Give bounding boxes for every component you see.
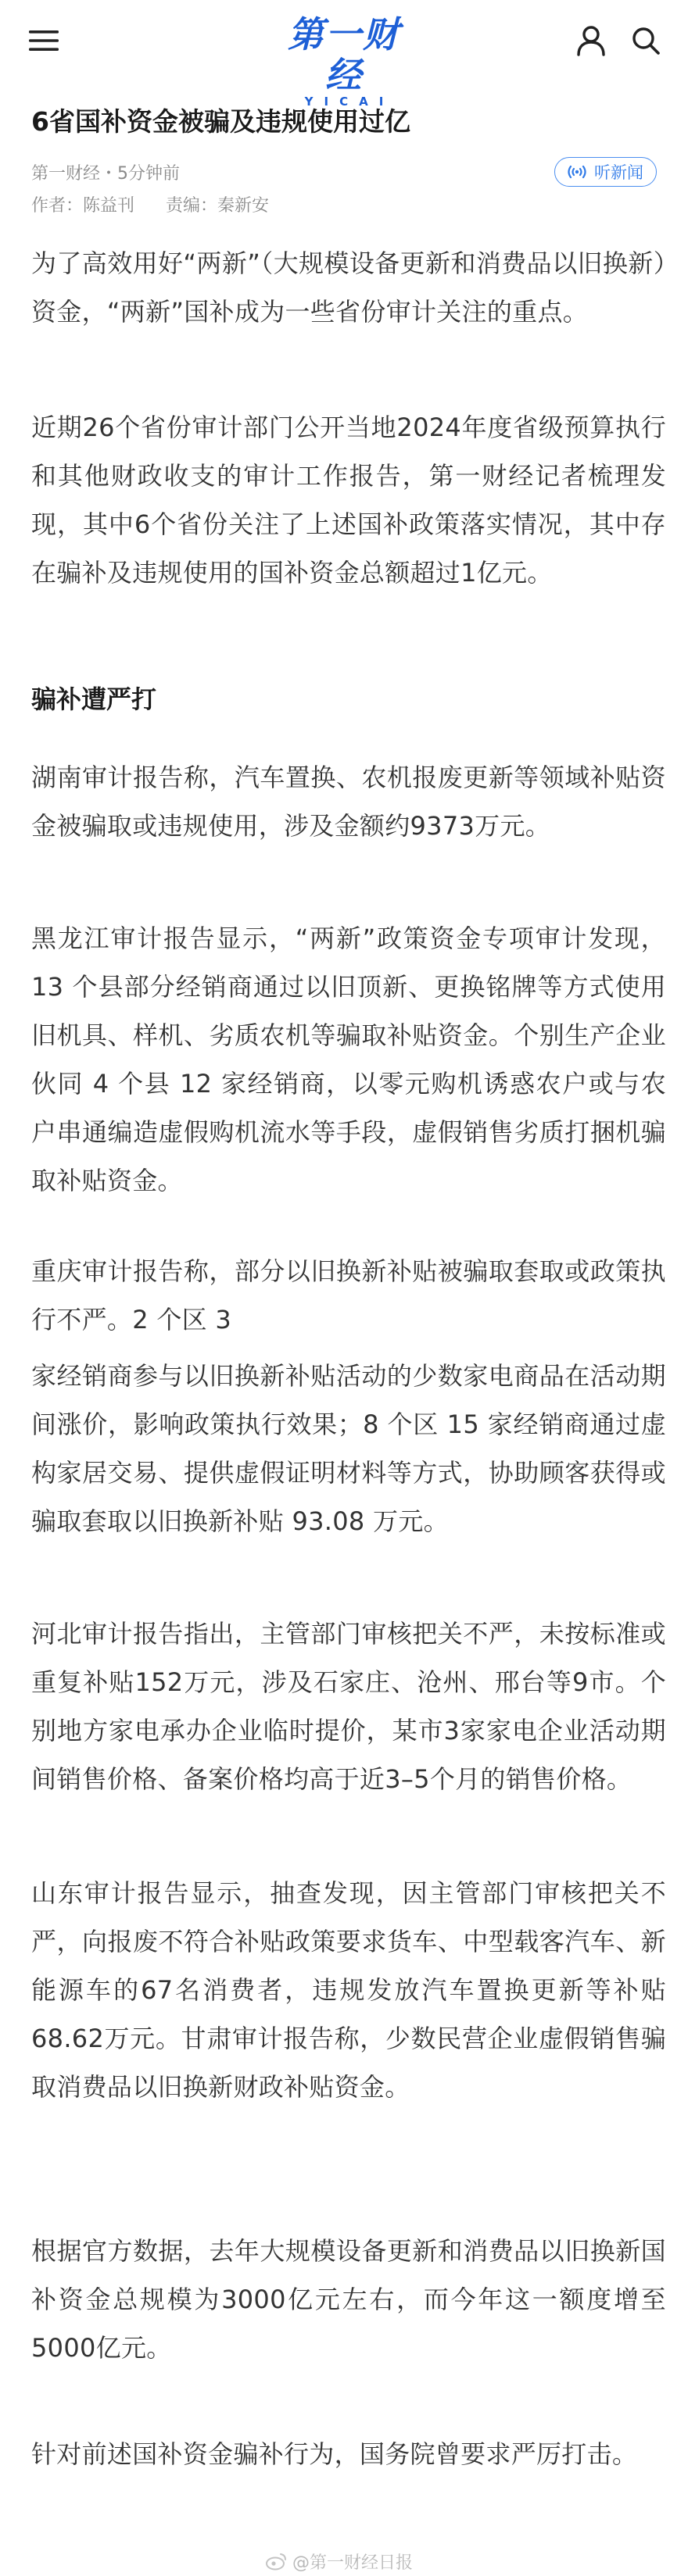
search-button[interactable] — [625, 20, 666, 61]
audio-wave-icon — [566, 164, 588, 180]
paragraph-2: 近期26个省份审计部门公开当地2024年度省级预算执行和其他财政收支的审计工作报告，第一财经记者梳理发现，其中6个省份关注了上述国补政策落实情况，其中存在骗补及违规使用的国补资金总额超过1亿元。 — [31, 413, 666, 588]
section-heading: 骗补遭严打 — [31, 684, 157, 714]
article-meta — [31, 156, 657, 188]
top-navigation-bar — [0, 0, 688, 109]
paragraph-5: 重庆审计报告称，部分以旧换新补贴被骗取套取或政策执行不严。2 个区 3 — [31, 1256, 666, 1334]
article-title: 6省国补资金被骗及违规使用过亿 — [31, 106, 410, 137]
logo-main-text: 第一财经 — [288, 13, 400, 96]
yicai-logo[interactable] — [274, 13, 414, 109]
listen-news-label: 听新闻 — [594, 163, 643, 182]
hamburger-menu-icon — [29, 29, 59, 52]
byline — [31, 192, 657, 216]
editor: 责编：秦新安 — [166, 196, 270, 216]
menu-button[interactable] — [23, 20, 64, 61]
paragraph-10: 针对前述国补资金骗补行为，国务院曾要求严厉打击。 — [31, 2439, 638, 2469]
profile-button[interactable] — [571, 20, 611, 61]
paragraph-8: 山东审计报告显示，抽查发现，因主管部门审核把关不严，向报废不符合补贴政策要求货车、中型载客汽车、新能源车的67名消费者，违规发放汽车置换更新等补贴68.62万元。甘肃审计报告称，少数民营企业虚假销售骗取消费品以旧换新财政补贴资金。 — [31, 1878, 666, 2102]
source-time: 第一财经・5分钟前 — [31, 163, 180, 184]
paragraph-1: 为了高效用好“两新”（大规模设备更新和消费品以旧换新）资金，“两新”国补成为一些省份审计关注的重点。 — [31, 248, 666, 327]
weibo-icon — [266, 2552, 288, 2571]
search-icon — [631, 26, 661, 55]
paragraph-6: 家经销商参与以旧换新补贴活动的少数家电商品在活动期间涨价，影响政策执行效果；8 个区 15 家经销商通过虚构家居交易、提供虚假证明材料等方式，协助顾客获得或骗取套取以旧换新补贴 93.08 万元。 — [31, 1361, 666, 1536]
watermark-text: @第一财经日报 — [292, 2553, 414, 2573]
paragraph-3: 湖南审计报告称，汽车置换、农机报废更新等领域补贴资金被骗取或违规使用，涉及金额约9373万元。 — [31, 763, 666, 841]
author: 作者：陈益刊 — [31, 196, 135, 216]
logo-sub-text: YICAI — [304, 95, 395, 109]
weibo-watermark — [266, 2549, 413, 2573]
paragraph-9: 根据官方数据，去年大规模设备更新和消费品以旧换新国补资金总规模为3000亿元左右，而今年这一额度增至5000亿元。 — [31, 2236, 666, 2363]
listen-news-button[interactable] — [554, 157, 657, 187]
user-profile-icon — [576, 25, 606, 56]
paragraph-4: 黑龙江审计报告显示，“两新”政策资金专项审计发现，13 个县部分经销商通过以旧顶新、更换铭牌等方式使用旧机具、样机、劣质农机等骗取补贴资金。个别生产企业伙同 4 个县 12 家经销商，以零元购机诱惑农户或与农户串通编造虚假购机流水等手段，虚假销售劣质打捆机骗取补贴资金。 — [31, 924, 666, 1195]
header-actions — [571, 20, 666, 61]
paragraph-7: 河北审计报告指出，主管部门审核把关不严，未按标准或重复补贴152万元，涉及石家庄、沧州、邢台等9市。个别地方家电承办企业临时提价，某市3家家电企业活动期间销售价格、备案价格均高于近3–5个月的销售价格。 — [31, 1619, 666, 1794]
